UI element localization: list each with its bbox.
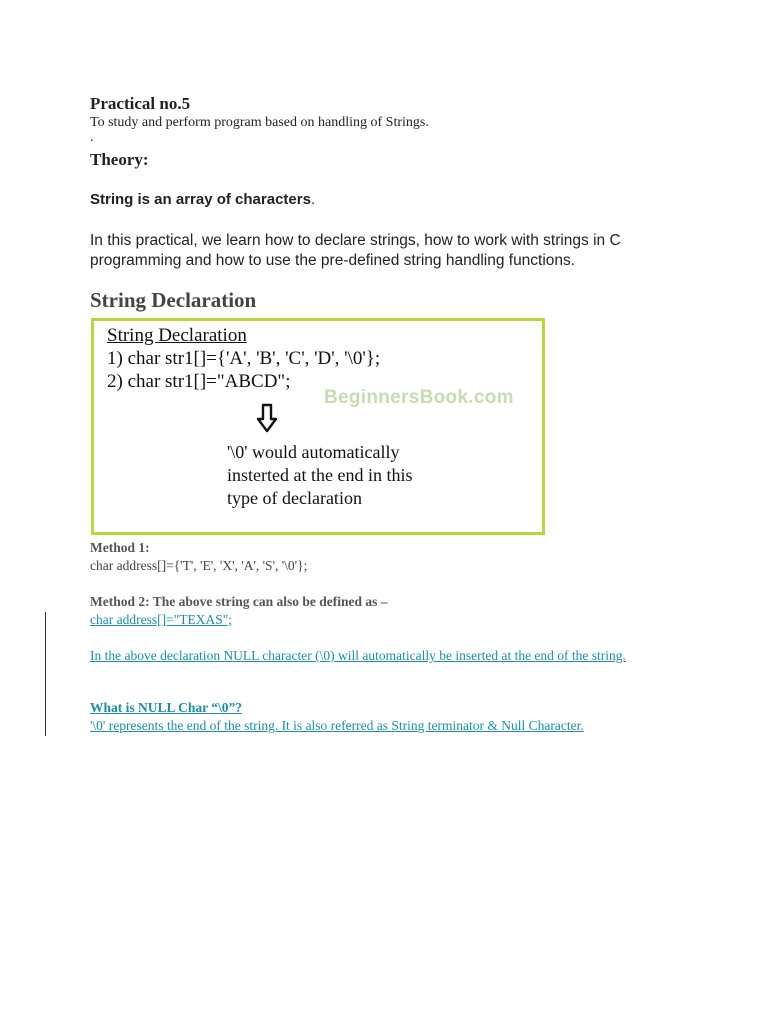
page-title: Practical no.5	[90, 94, 191, 113]
method-2-code-link[interactable]: char address[]="TEXAS";	[90, 612, 232, 627]
section-heading: String Declaration	[90, 288, 257, 312]
figure-line-1: 1) char str1[]={'A', 'B', 'C', 'D', '\0'};	[107, 348, 381, 369]
null-char-answer-link[interactable]: '\0' represents the end of the string. It is also referred as String terminator & Null Character.	[90, 718, 584, 733]
definition-bold: String is an array of characters	[90, 191, 311, 208]
margin-line	[45, 612, 46, 736]
stray-dot: .	[90, 130, 94, 145]
watermark: BeginnersBook.com	[324, 387, 514, 408]
definition-line	[90, 191, 315, 208]
intro-paragraph: In this practical, we learn how to declare strings, how to work with strings in C programming and how to use the pre-defined string handling functions.	[90, 232, 621, 269]
theory-heading: Theory:	[90, 150, 149, 169]
figure-title: String Declaration	[107, 325, 247, 346]
method-1-code: char address[]={'T', 'E', 'X', 'A', 'S', '\0'};	[90, 558, 308, 573]
figure-note-line-3: type of declaration	[227, 488, 362, 508]
down-arrow-icon	[256, 403, 278, 433]
figure-note-line-1: '\0' would automatically	[227, 442, 400, 462]
definition-end: .	[310, 191, 316, 208]
method-2-label: Method 2: The above string can also be defined as –	[90, 594, 388, 609]
page-subtitle: To study and perform program based on handling of Strings.	[90, 115, 429, 130]
method-1-label: Method 1:	[90, 540, 150, 555]
figure-note	[227, 441, 412, 510]
figure-line-2: 2) char str1[]="ABCD";	[107, 371, 291, 392]
null-char-question-link[interactable]: What is NULL Char “\0”?	[90, 700, 243, 715]
figure-note-line-2: insterted at the end in this	[227, 465, 413, 485]
null-note-link[interactable]: In the above declaration NULL character (\0) will automatically be inserted at the end of the string.	[90, 648, 626, 663]
declaration-figure	[91, 318, 545, 535]
